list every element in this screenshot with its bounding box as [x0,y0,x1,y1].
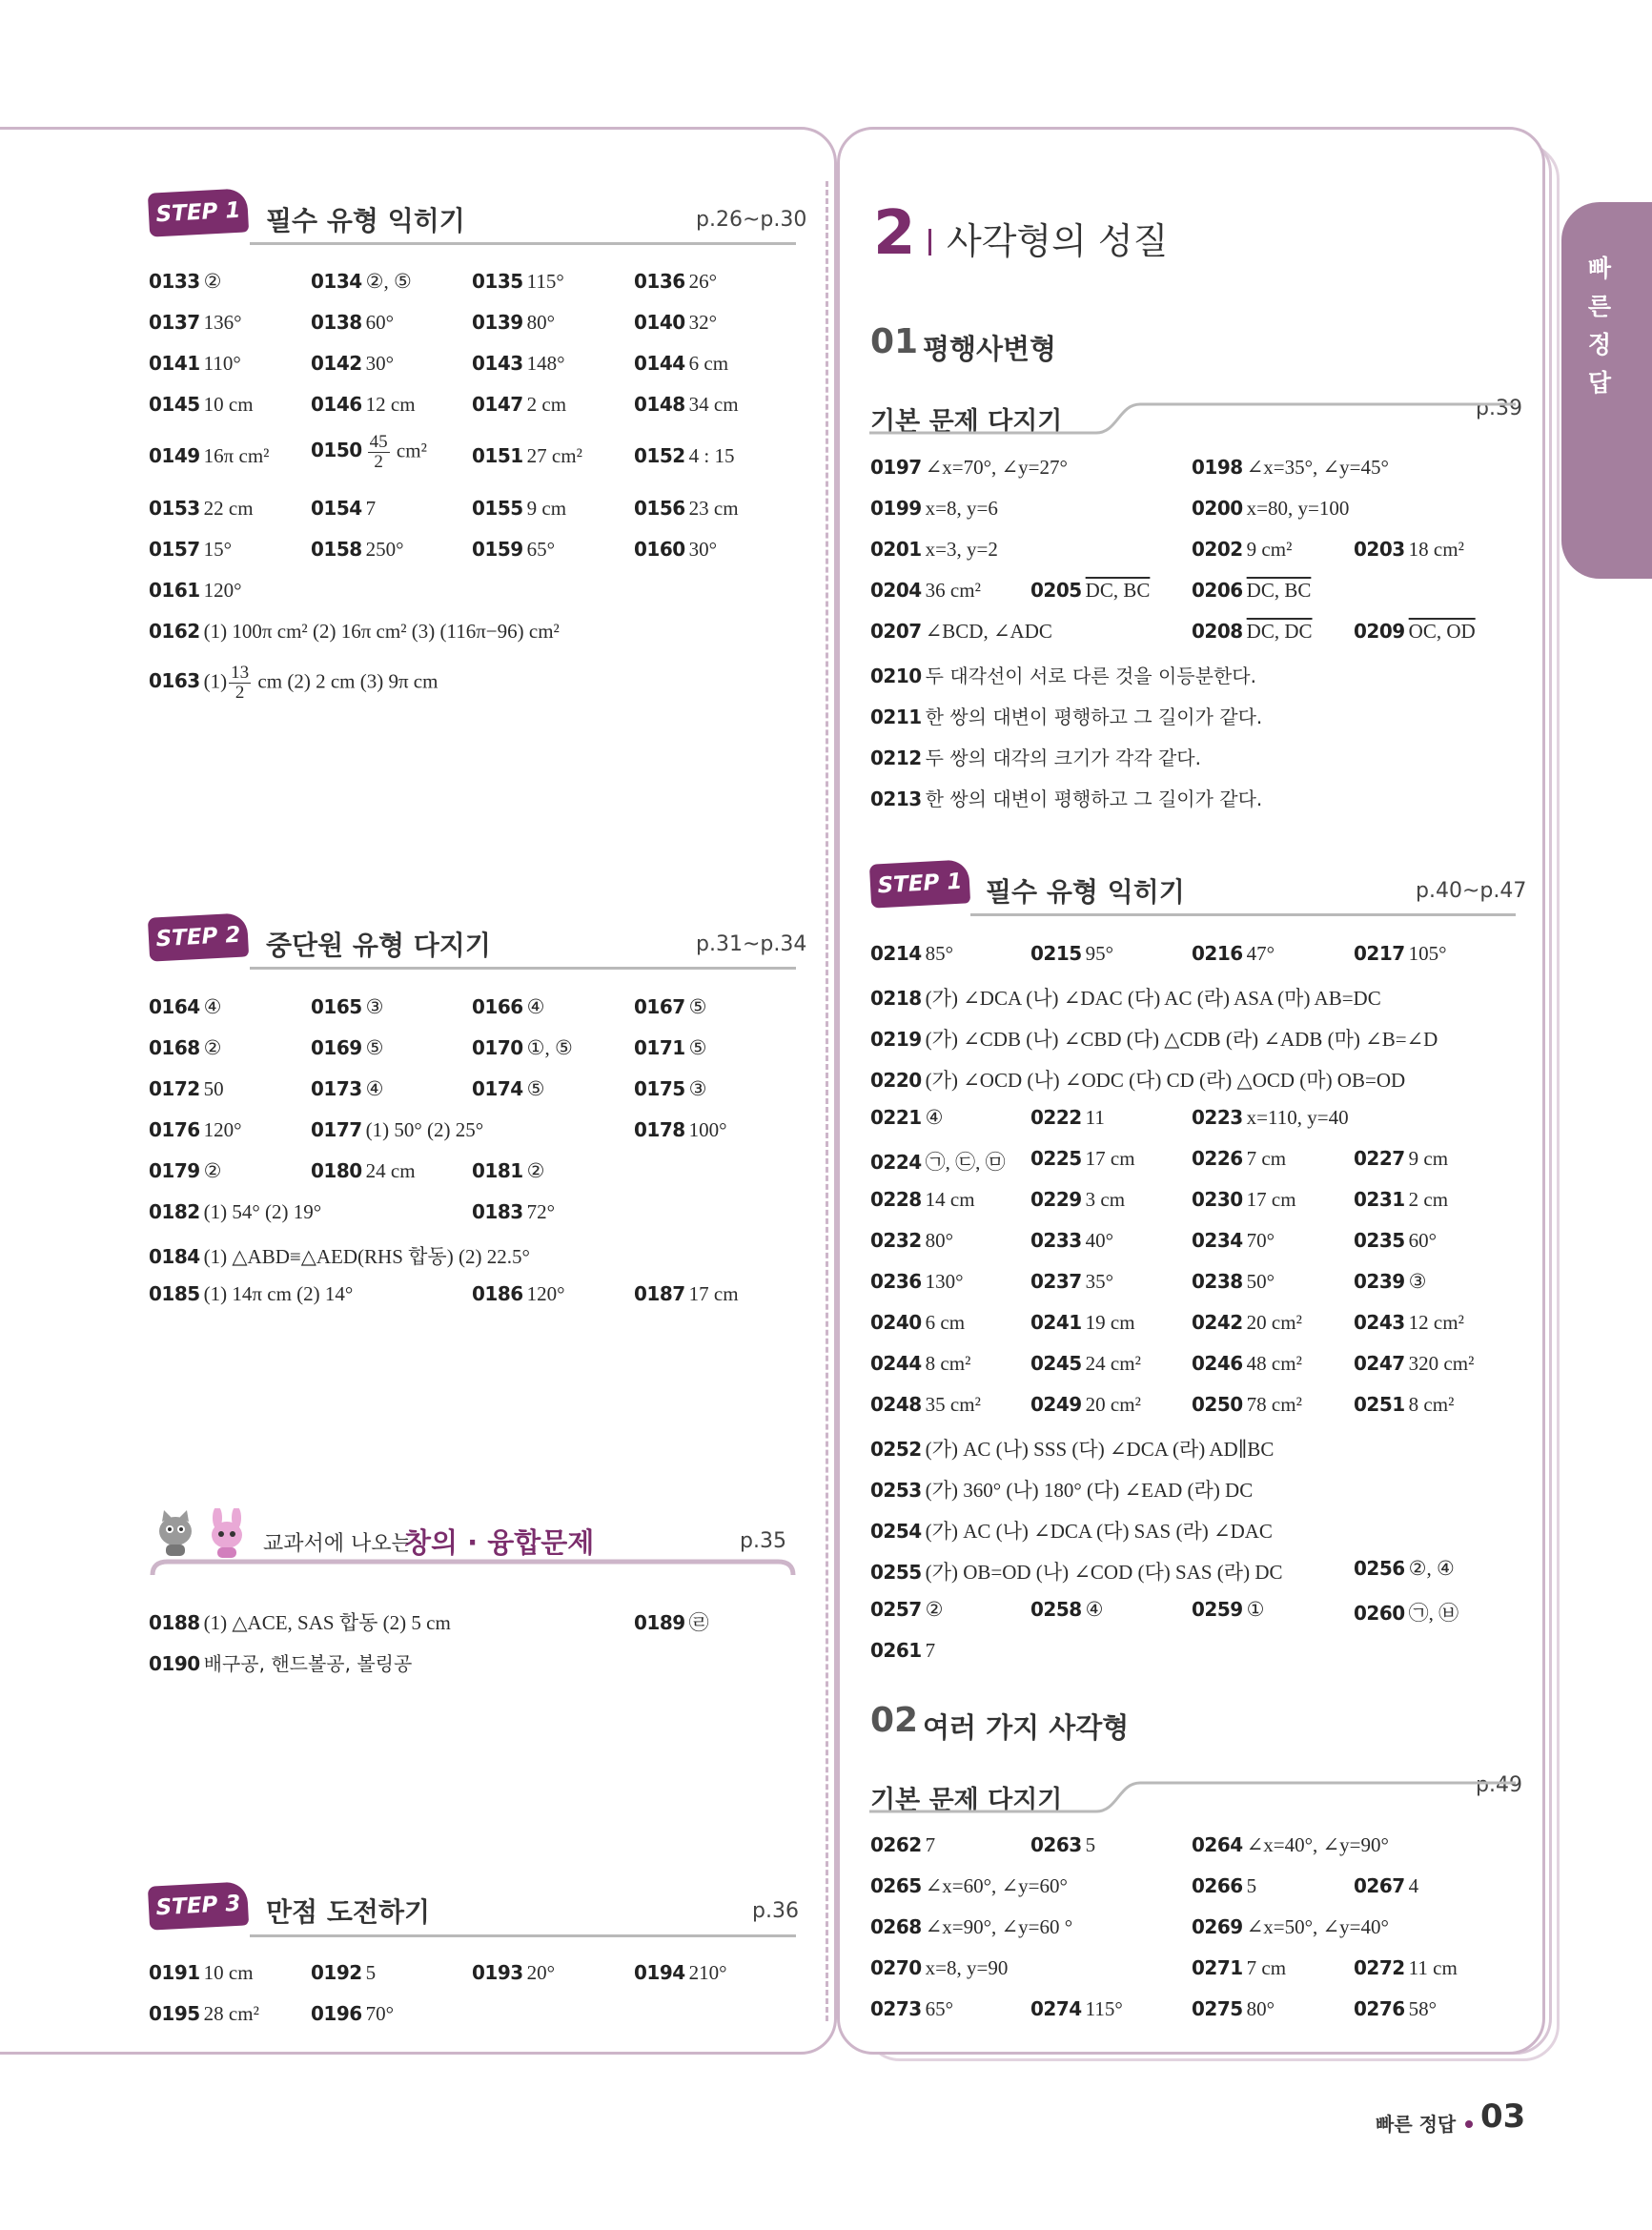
answer-0220: 0220 (가) ∠OCD (나) ∠ODC (다) CD (라) △OCD (마) OB=OD [870,1069,1406,1092]
answer-0253: 0253 (가) 360° (나) 180° (다) ∠EAD (라) DC [870,1479,1254,1502]
answer-0258: 0258 ④ [1030,1598,1104,1621]
answer-0270: 0270 x=8, y=90 [870,1956,1009,1979]
answer-0189: 0189 ㉣ [634,1611,709,1634]
side-tab-label: 빠른정답 [1587,255,1612,397]
step2-underline [250,967,796,970]
answer-0163: 0163 (1) $\frac{13}{2}$ cm (2) 2 cm (3) 9π cm [149,663,438,703]
answer-0266: 0266 5 [1192,1874,1257,1897]
answer-0171: 0171 ⑤ [634,1036,707,1059]
basic1-underline [867,391,1518,439]
right-step1-underline [970,913,1516,916]
answer-0176: 0176 120° [149,1118,242,1141]
answer-0249: 0249 20 cm² [1030,1393,1141,1416]
answer-0166: 0166 ④ [472,995,545,1018]
answer-0271: 0271 7 cm [1192,1956,1287,1979]
answer-0192: 0192 5 [311,1961,377,1984]
answer-0206: 0206 DC, BC [1192,579,1312,602]
answer-0195: 0195 28 cm² [149,2002,259,2025]
answer-0167: 0167 ⑤ [634,995,707,1018]
answer-0248: 0248 35 cm² [870,1393,981,1416]
answer-0140: 0140 32° [634,311,718,334]
answer-0175: 0175 ③ [634,1077,707,1100]
answer-0267: 0267 4 [1354,1874,1419,1897]
creative-underline [149,1558,797,1579]
answer-0172: 0172 50 [149,1077,224,1100]
answer-0137: 0137 136° [149,311,242,334]
answer-0263: 0263 5 [1030,1833,1096,1856]
answer-0198: 0198 ∠x=35°, ∠y=45° [1192,456,1389,479]
answer-0234: 0234 70° [1192,1229,1275,1252]
answer-0144: 0144 6 cm [634,352,729,375]
step3-title: 만점 도전하기 [266,1896,431,1928]
answer-0142: 0142 30° [311,352,395,375]
answer-0152: 0152 4 : 15 [634,444,735,467]
fraction: $\frac{45}{2}$ [369,432,388,472]
answer-0193: 0193 20° [472,1961,556,1984]
chapter-number: 2 [873,198,916,269]
answer-0219: 0219 (가) ∠CDB (나) ∠CBD (다) △CDB (라) ∠ADB (마) ∠B=∠D [870,1028,1438,1051]
answer-0268: 0268 ∠x=90°, ∠y=60 ° [870,1915,1073,1938]
answer-0145: 0145 10 cm [149,393,254,416]
answer-0226: 0226 7 cm [1192,1147,1287,1170]
answer-0216: 0216 47° [1192,942,1275,965]
step1-title: 필수 유형 익히기 [266,205,465,236]
step2-page-ref: p.31~p.34 [696,932,807,956]
answer-0203: 0203 18 cm² [1354,538,1464,561]
answer-0228: 0228 14 cm [870,1188,975,1211]
answer-0250: 0250 78 cm² [1192,1393,1302,1416]
answer-0146: 0146 12 cm [311,393,416,416]
answer-0170: 0170 ①, ⑤ [472,1036,573,1059]
fraction: $\frac{13}{2}$ [231,663,250,703]
answer-0242: 0242 20 cm² [1192,1311,1302,1334]
answer-0213: 0213 한 쌍의 대변이 평행하고 그 길이가 같다. [870,788,1263,810]
page-number: 03 [1480,2097,1526,2136]
answer-0237: 0237 35° [1030,1270,1114,1293]
answer-0133: 0133 ② [149,270,222,293]
answer-0202: 0202 9 cm² [1192,538,1293,561]
answer-0243: 0243 12 cm² [1354,1311,1464,1334]
answer-0247: 0247 320 cm² [1354,1352,1475,1375]
answer-0210: 0210 두 대각선이 서로 다른 것을 이등분한다. [870,665,1256,687]
answer-0241: 0241 19 cm [1030,1311,1135,1334]
answer-0217: 0217 105° [1354,942,1447,965]
chapter-separator [928,229,931,256]
answer-0272: 0272 11 cm [1354,1956,1458,1979]
answer-0239: 0239 ③ [1354,1270,1427,1293]
answer-0205: 0205 DC, BC [1030,579,1151,602]
answer-0151: 0151 27 cm² [472,444,582,467]
answer-0251: 0251 8 cm² [1354,1393,1455,1416]
answer-0200: 0200 x=80, y=100 [1192,497,1350,520]
answer-0182: 0182 (1) 54° (2) 19° [149,1200,322,1223]
answer-0256: 0256 ②, ④ [1354,1557,1455,1580]
creative-prefix: 교과서에 나오는 [263,1532,412,1556]
answer-0150: 0150 $\frac{45}{2}$ cm² [311,432,427,472]
answer-0214: 0214 85° [870,942,954,965]
right-step1-page-ref: p.40~p.47 [1416,879,1527,903]
answer-0186: 0186 120° [472,1282,565,1305]
answer-0188: 0188 (1) △ACE, SAS 합동 (2) 5 cm [149,1611,451,1634]
step3-underline [250,1934,796,1937]
basic1-page-ref: p.39 [1476,397,1522,420]
answer-0183: 0183 72° [472,1200,556,1223]
footer-label: 빠른 정답 [1376,2113,1457,2136]
answer-0246: 0246 48 cm² [1192,1352,1302,1375]
answer-0197: 0197 ∠x=70°, ∠y=27° [870,456,1068,479]
answer-0135: 0135 115° [472,270,564,293]
answer-0141: 0141 110° [149,352,241,375]
step2-title: 중단원 유형 다지기 [266,930,491,961]
answer-0215: 0215 95° [1030,942,1114,965]
answer-0185: 0185 (1) 14π cm (2) 14° [149,1282,354,1305]
answer-0254: 0254 (가) AC (나) ∠DCA (다) SAS (라) ∠DAC [870,1520,1273,1543]
answer-0262: 0262 7 [870,1833,936,1856]
answer-0149: 0149 16π cm² [149,444,270,467]
right-step1-title: 필수 유형 익히기 [986,876,1185,908]
basic2-title: 기본 문제 다지기 [870,1786,1063,1815]
answer-0154: 0154 7 [311,497,377,520]
answer-0274: 0274 115° [1030,1997,1123,2020]
answer-0252: 0252 (가) AC (나) SSS (다) ∠DCA (라) AD∥BC [870,1438,1275,1461]
step3-page-ref: p.36 [752,1899,799,1923]
answer-0238: 0238 50° [1192,1270,1275,1293]
answer-0232: 0232 80° [870,1229,954,1252]
answer-0143: 0143 148° [472,352,565,375]
answer-0276: 0276 58° [1354,1997,1438,2020]
answer-0174: 0174 ⑤ [472,1077,545,1100]
answer-0147: 0147 2 cm [472,393,567,416]
answer-0169: 0169 ⑤ [311,1036,384,1059]
answer-0201: 0201 x=3, y=2 [870,538,998,561]
right-step1-badge: STEP 1 [869,859,970,908]
answer-0168: 0168 ② [149,1036,222,1059]
chapter-title: 사각형의 성질 [947,220,1169,262]
answer-0245: 0245 24 cm² [1030,1352,1141,1375]
answer-0236: 0236 130° [870,1270,964,1293]
answer-0136: 0136 26° [634,270,718,293]
answer-0229: 0229 3 cm [1030,1188,1126,1211]
footer-dot [1465,2120,1473,2128]
answer-0164: 0164 ④ [149,995,222,1018]
answer-0180: 0180 24 cm [311,1159,416,1182]
creative-title: 창의 · 융합문제 [404,1526,595,1559]
answer-0162: 0162 (1) 100π cm² (2) 16π cm² (3) (116π−96) cm² [149,620,560,643]
answer-0275: 0275 80° [1192,1997,1275,2020]
subsection-01-title: 평행사변형 [923,333,1057,365]
answer-0221: 0221 ④ [870,1106,944,1129]
answer-0260: 0260 ㉠, ㉥ [1354,1602,1459,1625]
answer-0273: 0273 65° [870,1997,954,2020]
answer-0138: 0138 60° [311,311,395,334]
answer-0148: 0148 34 cm [634,393,739,416]
creative-page-ref: p.35 [740,1529,786,1553]
answer-0235: 0235 60° [1354,1229,1438,1252]
answer-0177: 0177 (1) 50° (2) 25° [311,1118,484,1141]
answer-0194: 0194 210° [634,1961,727,1984]
answer-0204: 0204 36 cm² [870,579,981,602]
answer-0158: 0158 250° [311,538,404,561]
basic1-title: 기본 문제 다지기 [870,407,1063,437]
answer-0173: 0173 ④ [311,1077,384,1100]
basic2-page-ref: p.49 [1476,1773,1522,1797]
step1-badge: STEP 1 [148,188,249,236]
answer-0196: 0196 70° [311,2002,395,2025]
answer-0139: 0139 80° [472,311,556,334]
answer-0191: 0191 10 cm [149,1961,254,1984]
answer-0184: 0184 (1) △ABD≡△AED(RHS 합동) (2) 22.5° [149,1245,530,1268]
answer-0222: 0222 11 [1030,1106,1105,1129]
answer-0208: 0208 DC, DC [1192,620,1313,643]
subsection-02-title: 여러 가지 사각형 [923,1711,1130,1744]
answer-0227: 0227 9 cm [1354,1147,1449,1170]
answer-0156: 0156 23 cm [634,497,739,520]
answer-0207: 0207 ∠BCD, ∠ADC [870,620,1052,643]
answer-0265: 0265 ∠x=60°, ∠y=60° [870,1874,1068,1897]
answer-0179: 0179 ② [149,1159,222,1182]
subsection-02-number: 02 [870,1701,919,1740]
answer-0178: 0178 100° [634,1118,727,1141]
answer-0240: 0240 6 cm [870,1311,966,1334]
step1-page-ref: p.26~p.30 [696,208,807,232]
answer-0264: 0264 ∠x=40°, ∠y=90° [1192,1833,1389,1856]
answer-0134: 0134 ②, ⑤ [311,270,412,293]
answer-0233: 0233 40° [1030,1229,1114,1252]
subsection-01-number: 01 [870,322,919,361]
answer-0161: 0161 120° [149,579,242,602]
answer-0261: 0261 7 [870,1639,936,1662]
answer-0159: 0159 65° [472,538,556,561]
answer-0209: 0209 OC, OD [1354,620,1476,643]
answer-0255: 0255 (가) OB=OD (나) ∠COD (다) SAS (라) DC [870,1561,1283,1584]
answer-0231: 0231 2 cm [1354,1188,1449,1211]
step2-badge: STEP 2 [148,912,249,961]
answer-0153: 0153 22 cm [149,497,254,520]
basic2-underline [867,1770,1518,1817]
answer-0187: 0187 17 cm [634,1282,739,1305]
answer-0160: 0160 30° [634,538,718,561]
answer-0181: 0181 ② [472,1159,545,1182]
answer-0257: 0257 ② [870,1598,944,1621]
center-divider [826,181,828,2021]
answer-0269: 0269 ∠x=50°, ∠y=40° [1192,1915,1389,1938]
answer-0190: 0190 배구공, 핸드볼공, 볼링공 [149,1652,413,1675]
answer-0224: 0224 ㉠, ㉢, ㉤ [870,1151,1006,1174]
answer-0225: 0225 17 cm [1030,1147,1135,1170]
answer-0165: 0165 ③ [311,995,384,1018]
answer-0218: 0218 (가) ∠DCA (나) ∠DAC (다) AC (라) ASA (마) AB=DC [870,987,1381,1010]
answer-0259: 0259 ① [1192,1598,1265,1621]
answer-0155: 0155 9 cm [472,497,567,520]
answer-0157: 0157 15° [149,538,233,561]
step3-badge: STEP 3 [148,1881,249,1930]
step1-underline [250,242,796,245]
answer-0211: 0211 한 쌍의 대변이 평행하고 그 길이가 같다. [870,706,1263,728]
answer-0244: 0244 8 cm² [870,1352,971,1375]
mascot-characters-icon [153,1508,259,1562]
answer-0223: 0223 x=110, y=40 [1192,1106,1349,1129]
answer-0199: 0199 x=8, y=6 [870,497,998,520]
answer-0212: 0212 두 쌍의 대각의 크기가 각각 같다. [870,747,1201,769]
answer-0230: 0230 17 cm [1192,1188,1296,1211]
